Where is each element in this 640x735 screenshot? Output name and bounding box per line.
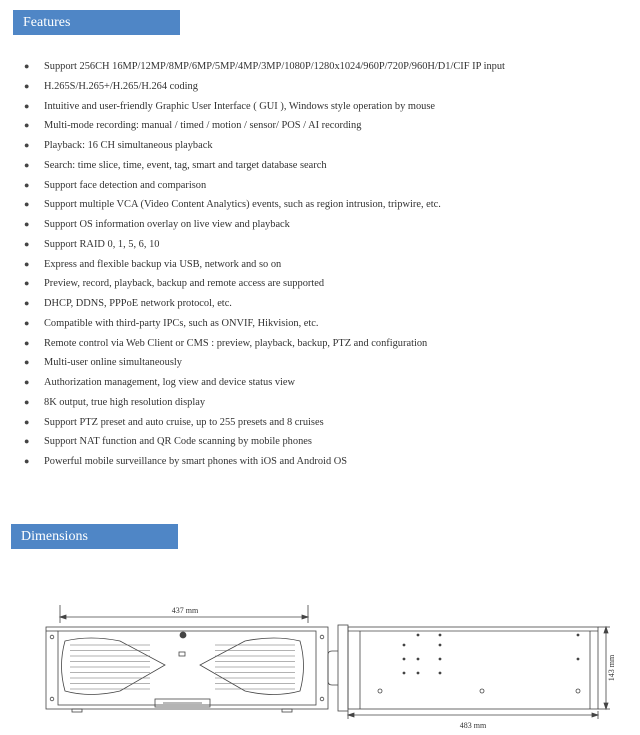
feature-text: Support NAT function and QR Code scanning by mobile phones: [44, 436, 312, 448]
bullet-icon: ●: [24, 199, 30, 210]
bullet-icon: ●: [24, 61, 30, 71]
bullet-icon: ●: [24, 238, 30, 249]
front-vent-slats: [70, 645, 295, 689]
feature-item: [20, 314, 630, 334]
feature-text: Support PTZ preset and auto cruise, up to 255 presets and 8 cruises: [44, 416, 324, 428]
feature-text: Support 256CH 16MP/12MP/8MP/6MP/5MP/4MP/3MP/1080P/1280x1024/960P/720P/960H/D1/CIF IP input: [44, 61, 505, 72]
feature-text: Authorization management, log view and device status view: [44, 377, 296, 388]
feature-text: Multi-mode recording: manual / timed / motion / sensor/ POS / AI recording: [44, 120, 362, 132]
dimension-drawings: [0, 595, 640, 735]
feature-item: [20, 136, 630, 156]
bullet-icon: ●: [24, 357, 30, 368]
feature-text: DHCP, DDNS, PPPoE network protocol, etc.: [44, 298, 232, 309]
feature-item: [20, 215, 630, 235]
feature-item: [20, 235, 630, 255]
feature-text: Search: time slice, time, event, tag, smart and target database search: [44, 159, 327, 171]
side-view-drawing: [328, 625, 610, 719]
feature-item: [20, 413, 630, 433]
screw-dot: [439, 634, 442, 637]
feature-text: Intuitive and user-friendly Graphic User Interface ( GUI ), Windows style operation by mouse: [44, 100, 436, 112]
feature-text: Multi-user online simultaneously: [44, 357, 182, 369]
screw-dot: [577, 658, 580, 661]
bullet-icon: ●: [24, 377, 30, 387]
screw-dot: [403, 658, 406, 661]
screw-dot: [417, 658, 420, 661]
feature-text: Playback: 16 CH simultaneous playback: [44, 140, 213, 151]
feature-item: [20, 452, 630, 472]
side-depth-label: 483 mm: [459, 721, 487, 730]
feature-item: [20, 432, 630, 452]
front-view-drawing: [46, 605, 328, 712]
feature-text: Support face detection and comparison: [44, 179, 207, 191]
feature-text: Compatible with third-party IPCs, such as ONVIF, Hikvision, etc.: [44, 317, 319, 329]
bullet-icon: ●: [24, 456, 30, 466]
feature-text: 8K output, true high resolution display: [44, 396, 206, 408]
feature-text: Express and flexible backup via USB, network and so on: [44, 258, 282, 270]
feature-text: Support multiple VCA (Video Content Analytics) events, such as region intrusion, tripwire, etc.: [44, 199, 441, 211]
feature-item: [20, 373, 630, 393]
feature-text: Powerful mobile surveillance by smart phones with iOS and Android OS: [44, 456, 348, 467]
screw-dot: [403, 672, 406, 675]
bullet-icon: ●: [24, 80, 30, 91]
feature-text: Support OS information overlay on live view and playback: [44, 219, 290, 230]
screw-dot: [439, 658, 442, 661]
feature-item: [20, 334, 630, 354]
bullet-icon: ●: [24, 337, 30, 348]
bullet-icon: ●: [24, 436, 30, 447]
bullet-icon: ●: [24, 396, 30, 407]
bullet-icon: ●: [24, 100, 30, 111]
feature-text: Preview, record, playback, backup and remote access are supported: [44, 278, 325, 290]
bullet-icon: ●: [24, 179, 30, 190]
screw-dot: [439, 672, 442, 675]
screw-dot: [403, 644, 406, 647]
feature-item: [20, 393, 630, 413]
feature-item: [20, 97, 630, 117]
feature-item: [20, 176, 630, 196]
feature-text: Remote control via Web Client or CMS : preview, playback, backup, PTZ and configuration: [44, 337, 428, 349]
feature-text: H.265S/H.265+/H.265/H.264 coding: [44, 80, 198, 92]
dimensions-heading: Dimensions: [11, 524, 178, 549]
features-heading: Features: [13, 10, 180, 35]
bullet-icon: ●: [24, 317, 30, 328]
screw-dot: [417, 672, 420, 675]
bullet-icon: ●: [24, 120, 30, 131]
bullet-icon: ●: [24, 219, 30, 229]
feature-item: [20, 255, 630, 275]
feature-list: [20, 57, 630, 472]
feature-item: [20, 353, 630, 373]
feature-item: [20, 156, 630, 176]
feature-item: [20, 195, 630, 215]
screw-dot: [439, 644, 442, 647]
feature-item: [20, 294, 630, 314]
side-height-label: 143 mm: [607, 654, 616, 682]
feature-item: [20, 57, 630, 77]
bullet-icon: ●: [24, 159, 30, 170]
screw-dot: [417, 634, 420, 637]
bullet-icon: ●: [24, 298, 30, 308]
feature-item: [20, 116, 630, 136]
bullet-icon: ●: [24, 278, 30, 289]
side-screw-dots: [403, 634, 580, 675]
feature-text: Support RAID 0, 1, 5, 6, 10: [44, 238, 160, 250]
bullet-icon: ●: [24, 140, 30, 150]
feature-item: [20, 274, 630, 294]
screw-dot: [577, 634, 580, 637]
bullet-icon: ●: [24, 416, 30, 427]
feature-item: [20, 77, 630, 97]
bullet-icon: ●: [24, 258, 30, 269]
front-width-label: 437 mm: [171, 606, 199, 615]
